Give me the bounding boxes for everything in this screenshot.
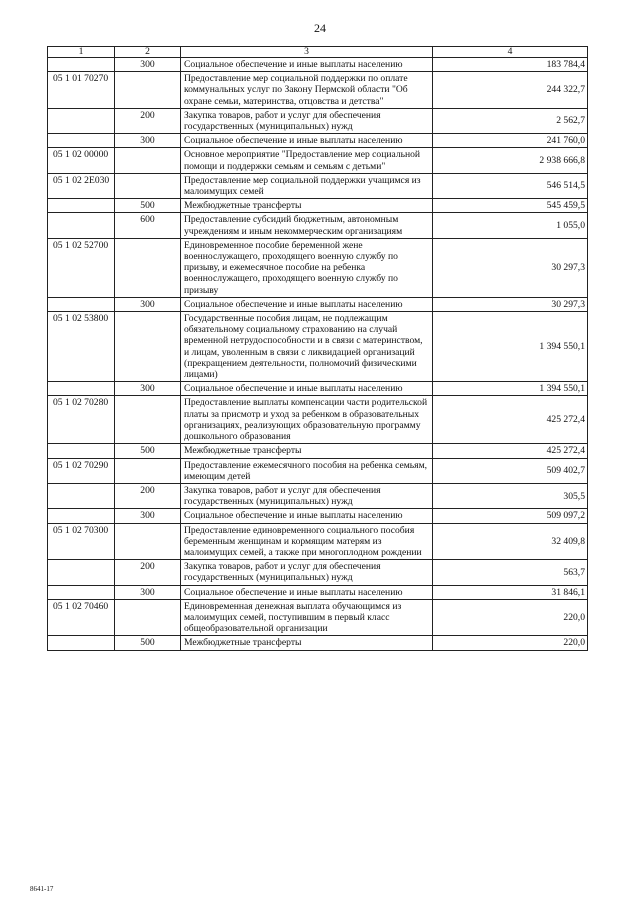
row-sum-cell: 244 322,7 [433, 72, 588, 109]
row-type-cell: 300 [115, 509, 181, 523]
row-sum-cell: 31 846,1 [433, 585, 588, 599]
row-code-cell: 05 1 02 70290 [48, 458, 115, 483]
row-name-cell: Закупка товаров, работ и услуг для обеспечения государственных (муниципальных) нужд [181, 108, 433, 133]
table-row [48, 523, 588, 560]
row-name-cell: Предоставление мер социальной поддержки учащимся из малоимущих семей [181, 173, 433, 198]
row-type-cell: 300 [115, 297, 181, 311]
row-name-cell: Социальное обеспечение и иные выплаты населению [181, 58, 433, 72]
row-name-cell: Социальное обеспечение и иные выплаты населению [181, 382, 433, 396]
table-row [48, 444, 588, 458]
row-code-cell [48, 585, 115, 599]
row-type-cell [115, 173, 181, 198]
row-code-cell [48, 213, 115, 238]
row-code-cell: 05 1 02 70300 [48, 523, 115, 560]
row-type-cell: 600 [115, 213, 181, 238]
row-sum-cell: 509 402,7 [433, 458, 588, 483]
table-row [48, 238, 588, 297]
row-name-cell: Единовременная денежная выплата обучающимся из малоимущих семей, поступившим в первый класс общеобразовательной организации [181, 599, 433, 636]
table-row [48, 213, 588, 238]
row-name-cell: Государственные пособия лицам, не подлежащим обязательному социальному страхованию на случай временной нетрудоспособности и в связи с материнством, и лицам, уволенным в связи с ликвидацией организаций (прекращением деятельности, полномочий физическими лицами) [181, 312, 433, 382]
row-code-cell: 05 1 02 2Е030 [48, 173, 115, 198]
table-row [48, 636, 588, 650]
table-row [48, 382, 588, 396]
row-type-cell [115, 312, 181, 382]
row-type-cell: 500 [115, 636, 181, 650]
row-name-cell: Межбюджетные трансферты [181, 444, 433, 458]
row-type-cell: 300 [115, 585, 181, 599]
row-code-cell: 05 1 02 00000 [48, 148, 115, 173]
table-row [48, 483, 588, 508]
row-sum-cell: 30 297,3 [433, 238, 588, 297]
table-row [48, 72, 588, 109]
header-col-2: 2 [115, 47, 181, 58]
row-code-cell [48, 560, 115, 585]
row-type-cell [115, 238, 181, 297]
page-number: 24 [314, 21, 326, 35]
table-row [48, 134, 588, 148]
table-body [48, 58, 588, 651]
row-sum-cell: 220,0 [433, 636, 588, 650]
header-row [48, 47, 588, 58]
row-type-cell [115, 72, 181, 109]
table-row [48, 509, 588, 523]
row-code-cell [48, 636, 115, 650]
row-code-cell: 05 1 02 52700 [48, 238, 115, 297]
row-sum-cell: 2 562,7 [433, 108, 588, 133]
row-sum-cell: 32 409,8 [433, 523, 588, 560]
header-col-1: 1 [48, 47, 115, 58]
table-row [48, 560, 588, 585]
row-type-cell [115, 148, 181, 173]
row-code-cell: 05 1 01 70270 [48, 72, 115, 109]
row-code-cell [48, 444, 115, 458]
row-sum-cell: 2 938 666,8 [433, 148, 588, 173]
row-type-cell [115, 599, 181, 636]
table-row [48, 297, 588, 311]
row-code-cell [48, 58, 115, 72]
table-row [48, 199, 588, 213]
table-row [48, 58, 588, 72]
row-type-cell [115, 396, 181, 444]
row-name-cell: Предоставление выплаты компенсации части родительской платы за присмотр и уход за ребенком в образовательных организациях, реализующих образовательную программу дошкольного образования [181, 396, 433, 444]
table-row [48, 599, 588, 636]
row-sum-cell: 425 272,4 [433, 396, 588, 444]
row-name-cell: Социальное обеспечение и иные выплаты населению [181, 297, 433, 311]
row-type-cell: 200 [115, 483, 181, 508]
row-name-cell: Предоставление единовременного социального пособия беременным женщинам и кормящим матерям из малоимущих семей, а также при многоплодном рождении [181, 523, 433, 560]
row-type-cell: 500 [115, 444, 181, 458]
row-name-cell: Единовременное пособие беременной жене военнослужащего, проходящего военную службу по призыву, и ежемесячное пособие на ребенка военнослужащего, проходящего военную службу по призыву [181, 238, 433, 297]
row-name-cell: Межбюджетные трансферты [181, 636, 433, 650]
row-sum-cell: 546 514,5 [433, 173, 588, 198]
row-code-cell [48, 108, 115, 133]
row-name-cell: Предоставление мер социальной поддержки по оплате коммунальных услуг по Закону Пермской области "Об охране семьи, материнства, отцовства и детства" [181, 72, 433, 109]
row-sum-cell: 1 055,0 [433, 213, 588, 238]
row-code-cell [48, 134, 115, 148]
row-code-cell [48, 199, 115, 213]
row-sum-cell: 305,5 [433, 483, 588, 508]
budget-table [47, 46, 588, 651]
table-row [48, 458, 588, 483]
row-code-cell [48, 509, 115, 523]
row-code-cell: 05 1 02 70280 [48, 396, 115, 444]
row-type-cell: 200 [115, 560, 181, 585]
row-code-cell [48, 382, 115, 396]
row-sum-cell: 220,0 [433, 599, 588, 636]
row-sum-cell: 30 297,3 [433, 297, 588, 311]
row-type-cell: 300 [115, 58, 181, 72]
row-name-cell: Социальное обеспечение и иные выплаты населению [181, 134, 433, 148]
row-type-cell: 500 [115, 199, 181, 213]
row-name-cell: Предоставление ежемесячного пособия на ребенка семьям, имеющим детей [181, 458, 433, 483]
row-type-cell: 200 [115, 108, 181, 133]
row-sum-cell: 241 760,0 [433, 134, 588, 148]
row-sum-cell: 545 459,5 [433, 199, 588, 213]
row-sum-cell: 1 394 550,1 [433, 312, 588, 382]
row-name-cell: Предоставление субсидий бюджетным, автономным учреждениям и иным некоммерческим организациям [181, 213, 433, 238]
row-code-cell: 05 1 02 53800 [48, 312, 115, 382]
table-row [48, 396, 588, 444]
header-col-4: 4 [433, 47, 588, 58]
row-type-cell: 300 [115, 382, 181, 396]
row-code-cell [48, 297, 115, 311]
table-row [48, 108, 588, 133]
row-name-cell: Межбюджетные трансферты [181, 199, 433, 213]
row-name-cell: Социальное обеспечение и иные выплаты населению [181, 585, 433, 599]
row-name-cell: Закупка товаров, работ и услуг для обеспечения государственных (муниципальных) нужд [181, 483, 433, 508]
row-sum-cell: 509 097,2 [433, 509, 588, 523]
table-row [48, 173, 588, 198]
header-col-3: 3 [181, 47, 433, 58]
row-code-cell: 05 1 02 70460 [48, 599, 115, 636]
row-name-cell: Закупка товаров, работ и услуг для обеспечения государственных (муниципальных) нужд [181, 560, 433, 585]
table-row [48, 585, 588, 599]
table-header [48, 47, 588, 58]
row-name-cell: Основное мероприятие "Предоставление мер социальной помощи и поддержки семьям и семьям с детьми" [181, 148, 433, 173]
row-type-cell [115, 458, 181, 483]
row-sum-cell: 425 272,4 [433, 444, 588, 458]
row-name-cell: Социальное обеспечение и иные выплаты населению [181, 509, 433, 523]
row-type-cell [115, 523, 181, 560]
row-type-cell: 300 [115, 134, 181, 148]
table-row [48, 148, 588, 173]
row-sum-cell: 563,7 [433, 560, 588, 585]
footer-code: 8641-17 [30, 885, 54, 893]
row-sum-cell: 183 784,4 [433, 58, 588, 72]
row-code-cell [48, 483, 115, 508]
table-row [48, 312, 588, 382]
row-sum-cell: 1 394 550,1 [433, 382, 588, 396]
